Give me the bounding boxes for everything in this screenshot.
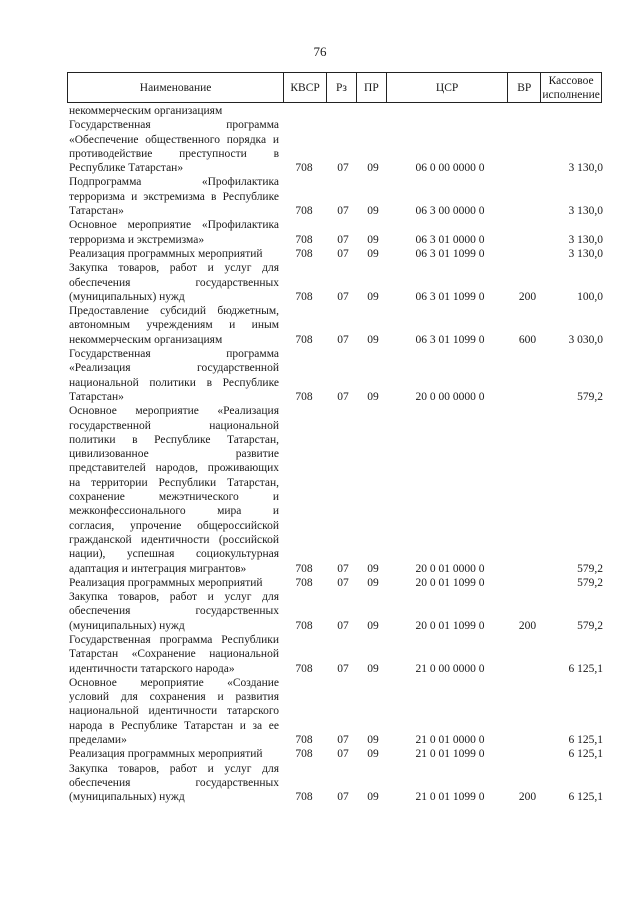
cell-name [69,304,279,347]
name-line: Реализация программных мероприятий [69,748,263,761]
name-line: Государственная программа [69,119,279,132]
cell-rz: 07 [337,619,349,632]
cell-name [69,576,279,590]
name-line: адаптация и интеграция мигрантов» [69,562,247,575]
cell-pr: 09 [367,205,379,218]
cell-pr: 09 [367,562,379,575]
cell-name [69,590,279,633]
name-line: (муниципальных) нужд [69,619,185,632]
cell-kvsr: 708 [295,576,313,589]
name-line: Основное мероприятие «Профилактика [69,219,279,232]
cell-vr: 200 [518,290,537,303]
cell-pr: 09 [367,333,379,346]
cell-rz: 07 [337,290,349,303]
cell-kvsr: 708 [295,290,313,303]
table-body [69,104,603,805]
cell-kvsr: 708 [295,734,313,747]
cell-csr: 21 0 01 1099 0 [415,748,485,761]
name-line: Республике Татарстан» [69,162,184,175]
cell-name [69,762,279,805]
cell-name [69,218,279,247]
name-line: Реализация программных мероприятий [69,576,263,589]
cell-csr: 06 3 01 1099 0 [415,290,485,303]
cell-kvsr: 708 [295,247,313,260]
header-name: Наименование [68,73,284,102]
cell-cash-execution: 6 125,1 [568,734,603,747]
name-line: условий для сохранения и развития [69,691,279,704]
cell-pr: 09 [367,662,379,675]
cell-name [69,247,279,261]
table-header [67,72,602,103]
name-line: Основное мероприятие «Реализация [69,405,279,418]
name-line: гражданской идентичности (российской [69,533,279,546]
name-line: Подпрограмма «Профилактика [69,176,279,189]
name-line: терроризма и экстремизма» [69,233,205,246]
table-row [69,633,603,676]
name-line: Основное мероприятие «Создание [69,676,279,689]
table-row [69,247,603,261]
page-number: 76 [313,44,327,59]
name-line: Государственная программа Республики [69,633,279,646]
cell-cash-execution: 579,2 [577,619,603,632]
name-line: цивилизованное развитие [69,448,279,461]
cell-csr: 20 0 01 1099 0 [415,619,485,632]
cell-rz: 07 [337,662,349,675]
name-line: обеспечения государственных [69,776,279,789]
cell-pr: 09 [367,390,379,403]
table-row [69,118,603,175]
name-line: Реализация программных мероприятий [69,247,263,260]
header-vr: ВР [508,73,541,102]
cell-csr: 20 0 01 1099 0 [415,576,485,589]
cell-kvsr: 708 [295,791,313,804]
table-row [69,347,603,404]
name-line: Татарстан «Сохранение национальной [69,648,279,661]
name-line: национальной политики в Республике [69,376,279,389]
cell-name [69,404,279,576]
cell-pr: 09 [367,791,379,804]
table-row [69,576,603,590]
table-row [69,104,603,118]
cell-cash-execution: 3 130,0 [568,205,603,218]
table-row [69,404,603,576]
header-csr: ЦСР [387,73,509,102]
name-line: Закупка товаров, работ и услуг для [69,591,279,604]
cell-cash-execution: 579,2 [577,562,603,575]
cell-cash-execution: 579,2 [577,576,603,589]
cell-name [69,118,279,175]
cell-pr: 09 [367,576,379,589]
name-line: Предоставление субсидий бюджетным, [69,305,279,318]
name-line: некоммерческим организациям [69,105,223,117]
cell-rz: 07 [337,333,349,346]
cell-rz: 07 [337,576,349,589]
cell-cash-execution: 3 030,0 [568,333,603,346]
cell-pr: 09 [367,290,379,303]
cell-rz: 07 [337,791,349,804]
name-line: политики в Республике Татарстан, [69,433,279,446]
name-line: терроризма и экстремизма в Республике [69,190,279,203]
cell-vr: 200 [518,619,537,632]
cell-cash-execution: 3 130,0 [568,233,603,246]
table-row [69,218,603,247]
name-line: нации), успешная социокультурная [69,548,279,561]
cell-rz: 07 [337,162,349,175]
cell-pr: 09 [367,748,379,761]
table-row [69,304,603,347]
cell-csr: 06 0 00 0000 0 [415,162,485,175]
name-line: противодействие преступности в [69,147,279,160]
cell-csr: 21 0 00 0000 0 [415,662,485,675]
name-line: согласия, упрочение общероссийской [69,519,279,532]
name-line: обеспечения государственных [69,276,279,289]
cell-csr: 06 3 01 1099 0 [415,333,485,346]
cell-name [69,347,279,404]
name-line: (муниципальных) нужд [69,290,185,303]
cell-kvsr: 708 [295,390,313,403]
cell-cash-execution: 6 125,1 [568,791,603,804]
cell-rz: 07 [337,247,349,260]
name-line: (муниципальных) нужд [69,791,185,804]
cell-name [69,747,279,761]
cell-pr: 09 [367,247,379,260]
name-line: представителей народов, проживающих [69,462,279,475]
name-line: Государственная программа [69,348,279,361]
name-line: Татарстан» [69,205,124,218]
name-line: межконфессионального мира и [69,505,279,518]
name-line: обеспечения государственных [69,605,279,618]
cell-csr: 06 3 01 0000 0 [415,233,485,246]
name-line: «Обеспечение общественного порядка и [69,133,279,146]
header-cash-execution: Кассовое исполнение [542,74,600,101]
cell-rz: 07 [337,748,349,761]
cell-cash-execution: 100,0 [577,290,603,303]
cell-cash-execution: 3 130,0 [568,162,603,175]
cell-name [69,261,279,304]
cell-vr: 200 [518,791,537,804]
header-rz: Рз [327,73,357,102]
name-line: Татарстан» [69,390,124,403]
name-line: национальной идентичности татарского [69,705,279,718]
name-line: на территории Республики Татарстан, [69,476,279,489]
name-line: автономным учреждениям и иным [69,319,279,332]
cell-pr: 09 [367,619,379,632]
table-row [69,590,603,633]
cell-csr: 21 0 01 0000 0 [415,734,485,747]
cell-csr: 20 0 00 0000 0 [415,390,485,403]
name-line: Закупка товаров, работ и услуг для [69,262,279,275]
cell-name [69,175,279,218]
cell-pr: 09 [367,233,379,246]
cell-csr: 21 0 01 1099 0 [415,791,485,804]
cell-kvsr: 708 [295,662,313,675]
cell-kvsr: 708 [295,748,313,761]
cell-kvsr: 708 [295,162,313,175]
name-line: некоммерческим организациям [69,333,223,346]
cell-name [69,633,279,676]
cell-vr: 600 [518,333,537,346]
cell-kvsr: 708 [295,333,313,346]
cell-rz: 07 [337,205,349,218]
header-kvsr: КВСР [284,73,327,102]
cell-pr: 09 [367,734,379,747]
cell-kvsr: 708 [295,233,313,246]
cell-rz: 07 [337,734,349,747]
table-row [69,762,603,805]
cell-name [69,676,279,747]
table-row [69,261,603,304]
header-pr: ПР [357,73,387,102]
name-line: сохранение межэтнического и [69,491,279,504]
table-row [69,175,603,218]
cell-rz: 07 [337,562,349,575]
name-line: государственной национальной [69,419,279,432]
cell-cash-execution: 3 130,0 [568,247,603,260]
cell-kvsr: 708 [295,562,313,575]
cell-kvsr: 708 [295,619,313,632]
cell-csr: 06 3 01 1099 0 [415,247,485,260]
cell-cash-execution: 579,2 [577,390,603,403]
cell-cash-execution: 6 125,1 [568,662,603,675]
cell-rz: 07 [337,390,349,403]
cell-csr: 06 3 00 0000 0 [415,205,485,218]
cell-name [69,104,279,118]
name-line: пределами» [69,734,127,747]
name-line: народа в Республике Татарстан и за ее [69,719,279,732]
cell-csr: 20 0 01 0000 0 [415,562,485,575]
name-line: Закупка товаров, работ и услуг для [69,762,279,775]
name-line: идентичности татарского народа» [69,662,235,675]
table-row [69,747,603,761]
name-line: «Реализация государственной [69,362,279,375]
cell-cash-execution: 6 125,1 [568,748,603,761]
cell-rz: 07 [337,233,349,246]
cell-pr: 09 [367,162,379,175]
table-row [69,676,603,747]
cell-kvsr: 708 [295,205,313,218]
